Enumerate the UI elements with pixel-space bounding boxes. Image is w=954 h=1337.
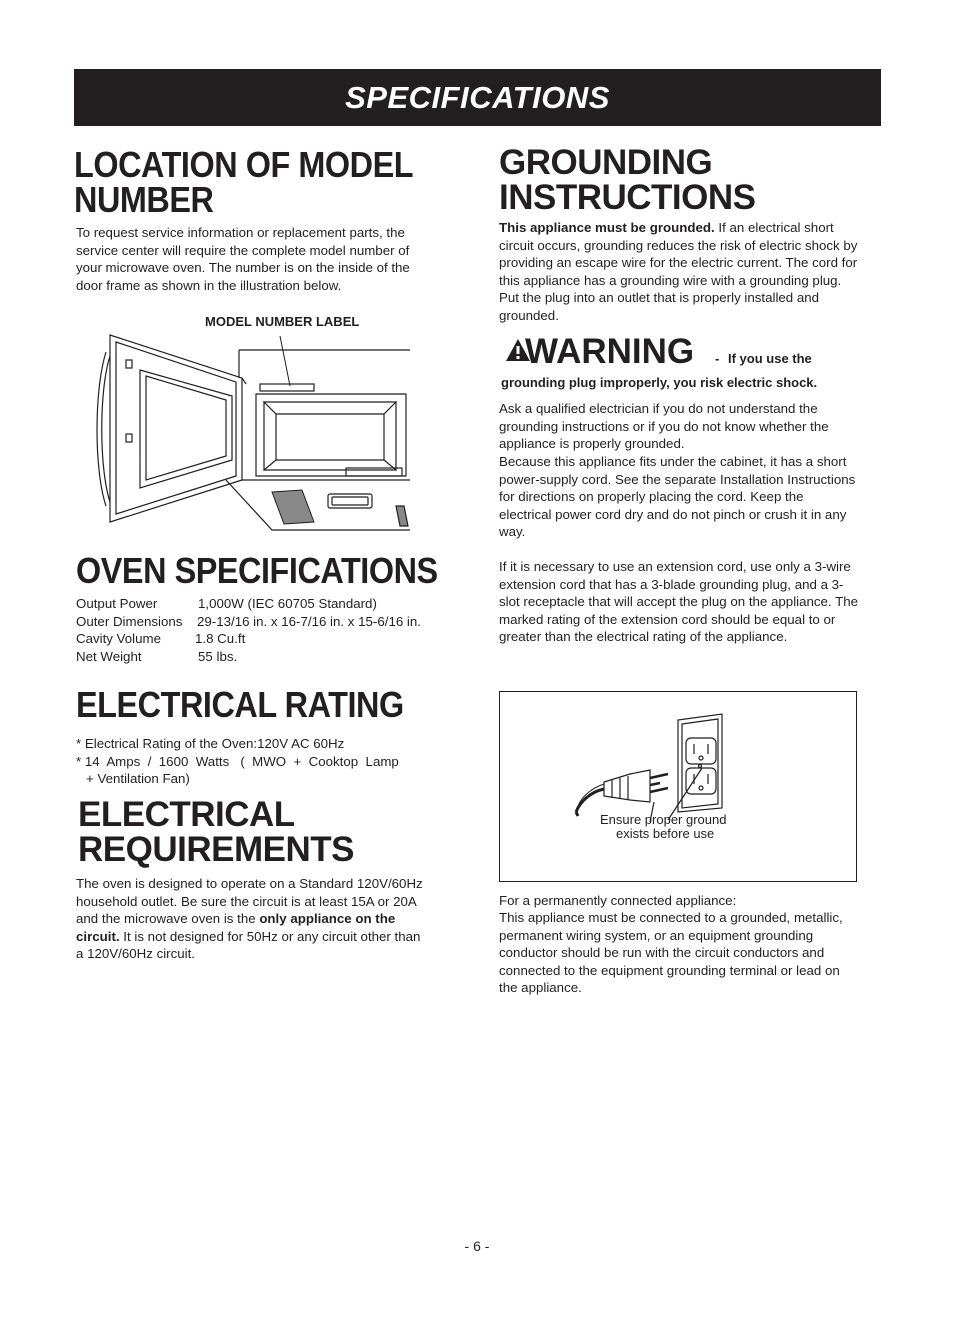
warning-text-line1: If you use the bbox=[728, 351, 812, 366]
grounding-figure-box bbox=[499, 691, 857, 882]
grounding-paragraph-3: If it is necessary to use an extension cord, use only a 3-wire extension cord that has a 3-blade grounding plug, and a 3-slot receptacle that will accept the plug on the appliance. The marked rating of the extension cord should be equal to or greater than the electrical rating of the appliance. bbox=[499, 559, 858, 644]
permanent-connection-title: For a permanently connected appliance: bbox=[499, 893, 737, 908]
figure-caption-line2: exists before use bbox=[616, 826, 715, 841]
microwave-door-illustration bbox=[96, 330, 410, 534]
spec-row-output-power: Output Power 1,000W (IEC 60705 Standard) bbox=[76, 596, 377, 611]
warning-dash: - bbox=[715, 351, 723, 366]
permanent-connection-body: This appliance must be connected to a grounded, metallic, permanent wiring system, or an equipment grounding conductor should be run with the circuit conductors and connected to the equipment grounding terminal or lead on the appliance. bbox=[499, 910, 843, 995]
grounding-heading: GROUNDING INSTRUCTIONS bbox=[499, 143, 756, 217]
grounded-plug-outlet-illustration bbox=[500, 692, 856, 881]
location-heading: LOCATION OF MODEL NUMBER bbox=[74, 144, 414, 220]
spec-row-outer-dimensions: Outer Dimensions 29-13/16 in. x 16-7/16 in. x 15-6/16 in. bbox=[76, 613, 421, 629]
oven-specs-heading: OVEN SPECIFICATIONS bbox=[76, 550, 438, 591]
page-number: - 6 - bbox=[464, 1238, 490, 1254]
spec-row-net-weight: Net Weight 55 lbs. bbox=[76, 648, 238, 664]
warning-text-line2: grounding plug improperly, you risk electric shock. bbox=[501, 375, 818, 390]
electrical-rating-body: * Electrical Rating of the Oven:120V AC 60Hz * 14 Amps / 1600 Watts ( MWO + Cooktop Lamp + Ventilation Fan) bbox=[76, 736, 399, 786]
grounding-intro: This appliance must be grounded. If an electrical short circuit occurs, grounding reduces the risk of electric shock by providing an escape wire for the electric current. The cord for this appliance has a grounding wire with a grounding plug. Put the plug into an outlet that is properly installed and grounded. bbox=[499, 220, 858, 323]
oven-specs-table bbox=[76, 595, 456, 665]
page-header: SPECIFICATIONS bbox=[74, 69, 881, 126]
electrical-requirements-heading: ELECTRICAL REQUIREMENTS bbox=[78, 795, 354, 869]
grounding-paragraph-1: Ask a qualified electrician if you do not understand the grounding instructions or if you do not know whether the appliance is properly grounded. bbox=[499, 401, 829, 451]
electrical-requirements-body: The oven is designed to operate on a Standard 120V/60Hz household outlet. Be sure the circuit is at least 15A or 20A and the microwave oven is the only appliance on the circuit. It is not designed for 50Hz or any circuit other than a 120V/60Hz circuit. bbox=[76, 876, 423, 961]
electrical-rating-heading: ELECTRICAL RATING bbox=[76, 684, 404, 725]
model-number-label-caption: MODEL NUMBER LABEL bbox=[205, 314, 360, 329]
grounding-paragraph-2: Because this appliance fits under the cabinet, it has a short power-supply cord. See the separate Installation Instructions for directions on properly placing the cord. Keep the electrical power cord dry and do not pinch or crush it in any way. bbox=[499, 454, 856, 539]
warning-word: WARNING bbox=[525, 332, 695, 371]
location-body: To request service information or replacement parts, the service center will require the complete model number of your microwave oven. The number is on the inside of the door frame as shown in the illustration below. bbox=[76, 225, 410, 293]
figure-caption-line1: Ensure proper ground bbox=[600, 812, 727, 827]
spec-row-cavity-volume: Cavity Volume 1.8 Cu.ft bbox=[76, 631, 246, 646]
